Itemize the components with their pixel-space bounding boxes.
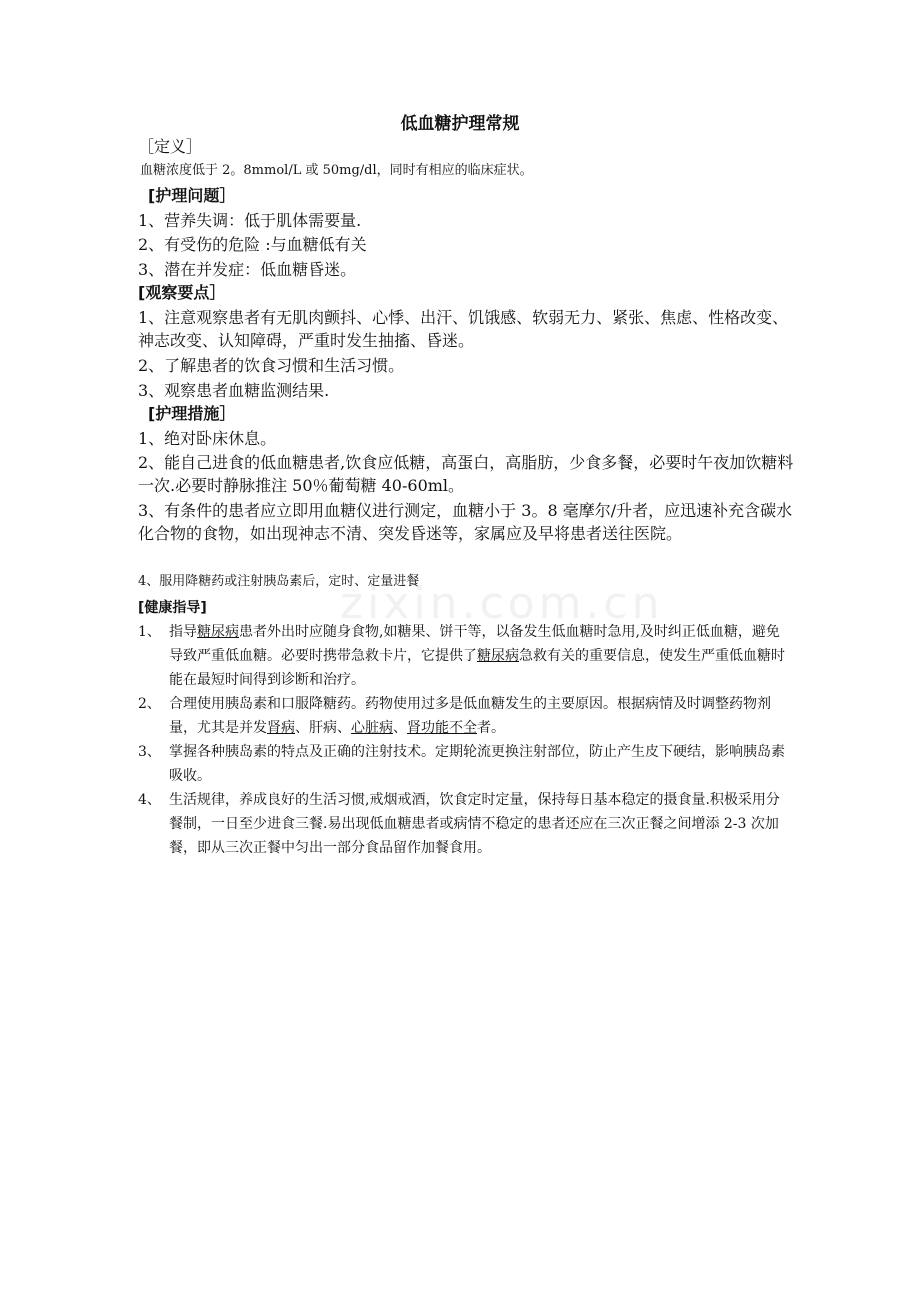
measures-item-4: 4、服用降糖药或注射胰岛素后，定时、定量进餐 [138,574,420,589]
health-item-text: 掌握各种胰岛素的特点及正确的注射技术。定期轮流更换注射部位，防止产生皮下硬结，影响胰岛素吸收。 [169,744,785,784]
link-heart-disease[interactable]: 心脏病 [351,720,393,736]
watermark: zixin.com.cn [340,578,664,629]
link-diabetes[interactable]: 糖尿病 [477,648,519,664]
definition-heading: ［定义］ [138,137,203,156]
problems-item-2: 2、有受伤的危险 :与血糖低有关 [138,235,367,254]
health-item-number: 1、 [138,624,161,640]
document-title: 低血糖护理常规 [400,114,520,134]
link-renal-insufficiency[interactable]: 肾功能不全 [407,720,477,736]
problems-heading: [护理问题］ [148,186,236,205]
health-item-text [169,692,788,740]
problems-item-1: 1、营养失调：低于肌体需要量. [138,211,362,230]
definition-text: 血糖浓度低于 2。8mmol/L 或 50mg/dl，同时有相应的临床症状。 [140,163,533,178]
health-item-text: 生活规律，养成良好的生活习惯,戒烟戒酒，饮食定时定量，保持每日基本稳定的摄食量.积极采用分餐制，一日至少进食三餐.易出现低血糖患者或病情不稳定的患者还应在三次正餐之间增添 2-3 次加餐，即从三次正餐中匀出一部分食品留作加餐食用。 [169,792,780,856]
health-item-2 [138,692,788,740]
link-diabetes[interactable]: 糖尿病 [197,624,239,640]
observation-heading: [观察要点］ [138,283,226,302]
measures-item-3: 3、有条件的患者应立即用血糖仪进行测定，血糖小于 3。8 毫摩尔/升者，应迅速补充含碳水化合物的食物，如出现神志不清、突发昏迷等，家属应及早将患者送往医院。 [138,501,793,543]
health-item-number: 4、 [138,792,161,808]
measures-item-1: 1、绝对卧床休息。 [138,429,277,448]
observation-item-2: 2、了解患者的饮食习惯和生活习惯。 [138,356,405,375]
health-item-1 [138,620,788,692]
health-item-number: 3、 [138,744,161,760]
text-run: 患者外出时应随身食物,如糖果、饼干等，以备发生低血糖时急用,及时纠正低血糖，避免导致严重低血糖。必要时携带急救卡片，它提供了 [169,624,780,664]
text-run: 者。 [477,720,505,736]
health-item-3 [138,740,788,788]
link-kidney-disease[interactable]: 肾病 [267,720,295,736]
observation-item-3: 3、观察患者血糖监测结果. [138,381,330,400]
measures-heading: [护理措施］ [148,404,236,423]
observation-item-1: 1、注意观察患者有无肌肉颤抖、心悸、出汗、饥饿感、软弱无力、紧张、焦虑、性格改变、神志改变、认知障碍，严重时发生抽搐、昏迷。 [138,308,789,350]
text-run: 、肝病、 [295,720,351,736]
health-item-number: 2、 [138,696,161,712]
text-run: 急救有关的重要信息，使发生严重低血糖时能在最短时间得到诊断和治疗。 [169,648,785,688]
health-item-text [169,620,788,692]
text-run: 合理使用胰岛素和口服降糖药。药物使用过多是低血糖发生的主要原因。根据病情及时调整药物剂量，尤其是并发 [169,696,771,736]
health-heading: [健康指导] [138,600,207,616]
measures-item-2: 2、能自己进食的低血糖患者,饮食应低糖，高蛋白，高脂肪，少食多餐，必要时午夜加饮糖料一次.必要时静脉推注 50％葡萄糖 40-60ml。 [138,453,794,495]
problems-item-3: 3、潜在并发症：低血糖昏迷。 [138,260,357,279]
health-item-4 [138,788,788,860]
text-run: 、 [393,720,407,736]
text-run: 指导 [169,624,197,640]
